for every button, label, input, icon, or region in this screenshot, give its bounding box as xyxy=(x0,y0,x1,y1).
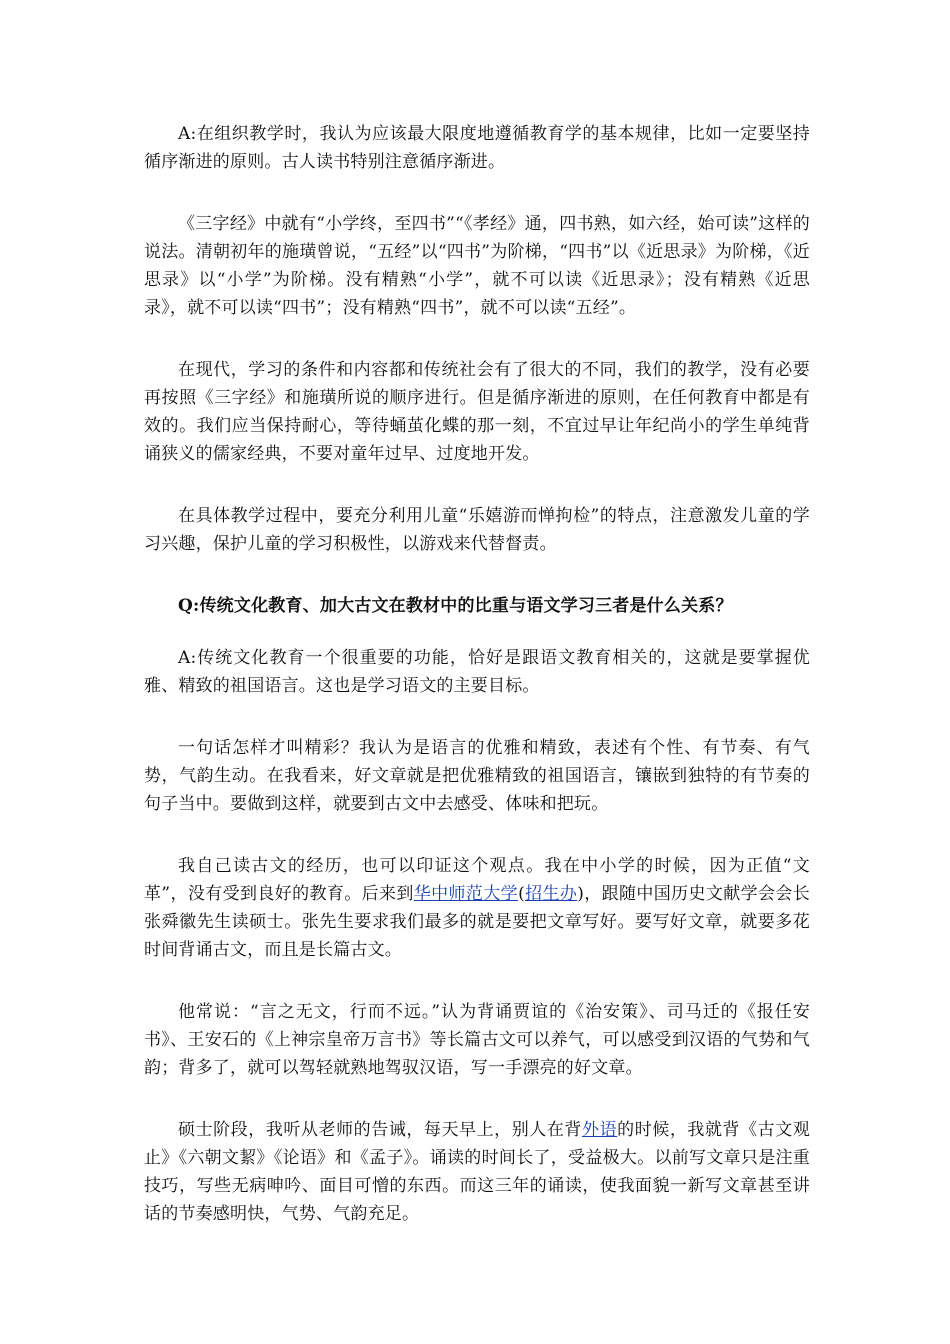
paragraph-children-interest: 在具体教学过程中，要充分利用儿童“乐嬉游而惮拘检”的特点，注意激发儿童的学习兴趣，保护儿童的学习积极性，以游戏来代替督责。 xyxy=(144,506,810,554)
text-segment: 的时候，我就背《古文观止》《六朝文絜》《论语》和《孟子》。诵读的时间长了，受益极大。以前写文章只是注重技巧，写些无病呻吟、面目可憎的东西。而这三年的诵读，使我面貌一新写文章甚至讲话的节奏感明快，气势、气韵充足。 xyxy=(144,1120,810,1224)
text-segment: 硕士阶段，我听从老师的告诫，每天早上，别人在背 xyxy=(178,1120,582,1140)
paragraph-personal-experience xyxy=(144,852,810,964)
link-admissions[interactable]: 招生办 xyxy=(524,884,578,904)
paragraph-modern-teaching: 在现代，学习的条件和内容都和传统社会有了很大的不同，我们的教学，没有必要再按照《三字经》和施璜所说的顺序进行。但是循序渐进的原则，在任何教育中都是有效的。我们应当保持耐心，等待蛹茧化蝶的那一刻，不宜过早让年纪尚小的学生单纯背诵狭义的儒家经典，不要对童年过早、过度地开发。 xyxy=(144,360,810,464)
link-university[interactable]: 华中师范大学 xyxy=(413,884,519,904)
paragraph-sanzijing: 《三字经》中就有“小学终，至四书”“《孝经》通，四书熟，如六经，始可读”这样的说法。清朝初年的施璜曾说，“五经”以“四书”为阶梯，“四书”以《近思录》为阶梯，《近思录》以“小学”为阶梯。没有精熟“小学”，就不可以读《近思录》；没有精熟《近思录》，就不可以读“四书”；没有精熟“四书”，就不可以读“五经”。 xyxy=(144,214,810,318)
paragraph-elegant-sentence: 一句话怎样才叫精彩？我认为是语言的优雅和精致，表述有个性、有节奏、有气势，气韵生动。在我看来，好文章就是把优雅精致的祖国语言，镶嵌到独特的有节奏的句子当中。要做到这样，就要到古文中去感受、体味和把玩。 xyxy=(144,738,810,814)
text-segment: )，跟随中国历史文献学会会长张舜徽先生读硕士。张先生要求我们最多的就是要把文章写好。要写好文章，就要多花时间背诵古文，而且是长篇古文。 xyxy=(144,884,811,960)
link-foreign-language[interactable]: 外语 xyxy=(582,1120,618,1140)
paragraph-answer-organization: A:在组织教学时，我认为应该最大限度地遵循教育学的基本规律，比如一定要坚持循序渐进的原则。古人读书特别注意循序渐进。 xyxy=(144,124,810,172)
document-body xyxy=(144,120,810,1262)
text-segment: 我自己读古文的经历，也可以印证这个观点。我在中小学的时候，因为正值“文革”，没有受到良好的教育。后来到 xyxy=(144,856,810,904)
paragraph-masters-stage xyxy=(144,1116,810,1228)
paragraph-answer-language: A:传统文化教育一个很重要的功能，恰好是跟语文教育相关的，这就是要掌握优雅、精致的祖国语言。这也是学习语文的主要目标。 xyxy=(144,648,810,696)
paragraph-teacher-saying: 他常说：“言之无文，行而不远。”认为背诵贾谊的《治安策》、司马迁的《报任安书》、王安石的《上神宗皇帝万言书》等长篇古文可以养气，可以感受到汉语的气势和气韵；背多了，就可以驾轻就熟地驾驭汉语，写一手漂亮的好文章。 xyxy=(144,1002,810,1078)
question-heading: Q:传统文化教育、加大古文在教材中的比重与语文学习三者是什么关系？ xyxy=(178,596,733,616)
text-segment: ( xyxy=(518,884,525,904)
